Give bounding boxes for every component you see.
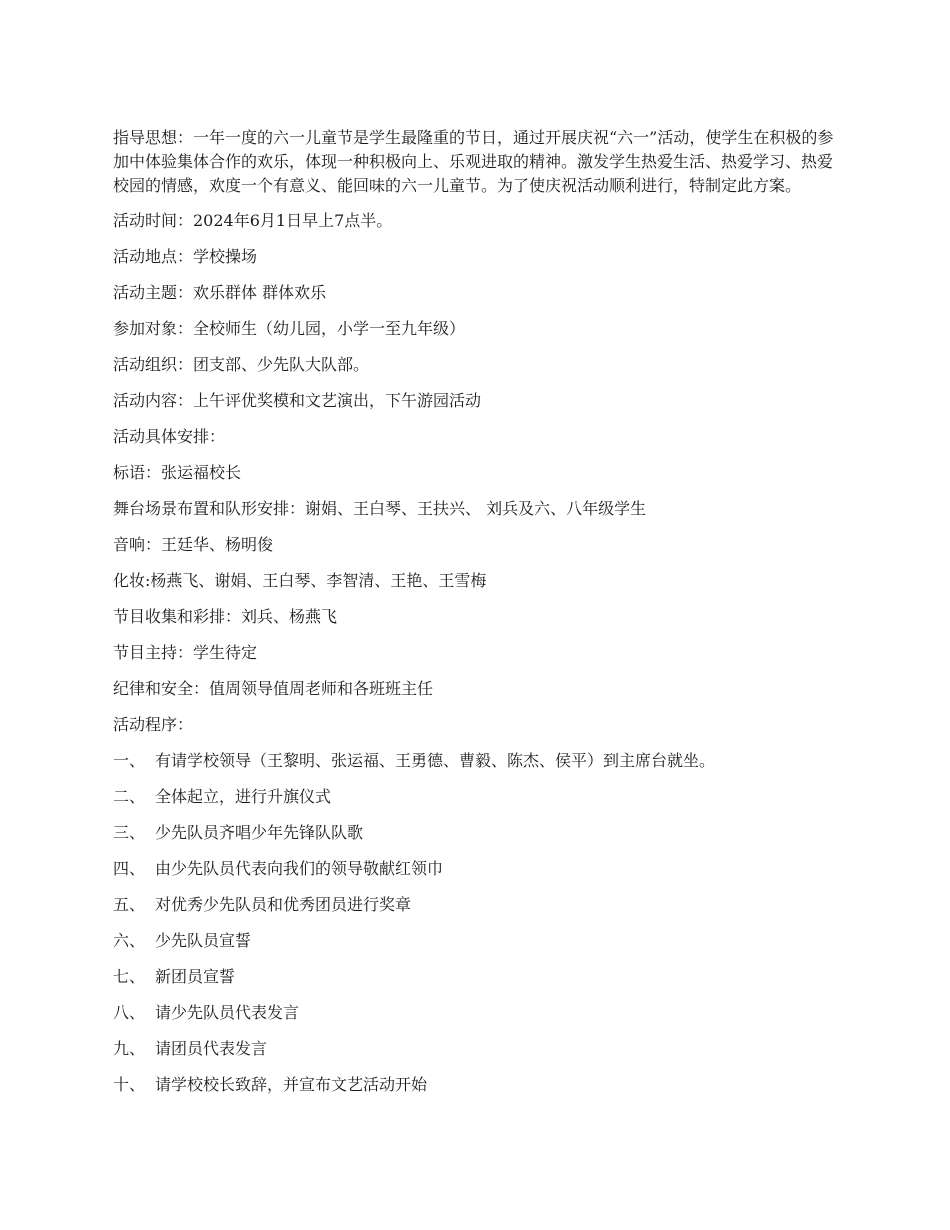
sound-assignment: 音响：王廷华、杨明俊 xyxy=(113,535,274,554)
participants: 参加对象：全校师生（幼儿园，小学一至九年级） xyxy=(113,319,466,338)
program-step xyxy=(113,893,841,917)
step-number: 七、 xyxy=(113,967,146,986)
activity-theme: 活动主题：欢乐群体 群体欢乐 xyxy=(113,283,327,302)
discipline-assignment: 纪律和安全：值周领导值周老师和各班班主任 xyxy=(113,679,434,698)
activity-time: 活动时间：2024年6月1日早上7点半。 xyxy=(113,211,393,230)
program-step xyxy=(113,749,841,773)
step-text: 少先队员宣誓 xyxy=(155,931,252,950)
step-number: 四、 xyxy=(113,859,146,878)
step-number: 九、 xyxy=(113,1039,146,1058)
step-text: 全体起立，进行升旗仪式 xyxy=(155,787,332,806)
step-text: 请团员代表发言 xyxy=(155,1039,268,1058)
host-assignment: 节目主持：学生待定 xyxy=(113,643,258,662)
activity-content: 活动内容：上午评优奖模和文艺演出，下午游园活动 xyxy=(113,391,482,410)
guiding-principle-paragraph: 指导思想：一年一度的六一儿童节是学生最隆重的节日，通过开展庆祝“六一”活动，使学生在积极的参加中体验集体合作的欢乐，体现一种积极向上、乐观进取的精神。激发学生热爱生活、热爱学习、热爱校园的情感，欢度一个有意义、能回味的六一儿童节。为了使庆祝活动顺利进行，特制定此方案。 xyxy=(113,128,834,195)
step-text: 请少先队员代表发言 xyxy=(155,1003,300,1022)
step-number: 五、 xyxy=(113,895,146,914)
step-number: 三、 xyxy=(113,823,146,842)
organizers: 活动组织：团支部、少先队大队部。 xyxy=(113,355,370,374)
program-step xyxy=(113,929,841,953)
program-step xyxy=(113,821,841,845)
arrangement-heading: 活动具体安排： xyxy=(113,427,226,446)
program-step xyxy=(113,785,841,809)
program-step xyxy=(113,1073,841,1097)
step-text: 请学校校长致辞，并宣布文艺活动开始 xyxy=(155,1075,428,1094)
stage-assignment: 舞台场景布置和队形安排：谢娟、王白琴、王扶兴、 刘兵及六、八年级学生 xyxy=(113,499,647,518)
program-step xyxy=(113,965,841,989)
step-text: 对优秀少先队员和优秀团员进行奖章 xyxy=(155,895,412,914)
step-text: 新团员宣誓 xyxy=(155,967,236,986)
program-step xyxy=(113,857,841,881)
step-text: 少先队员齐唱少年先锋队队歌 xyxy=(155,823,364,842)
step-number: 六、 xyxy=(113,931,146,950)
step-number: 八、 xyxy=(113,1003,146,1022)
program-step xyxy=(113,1037,841,1061)
makeup-assignment: 化妆:杨燕飞、谢娟、王白琴、李智清、王艳、王雪梅 xyxy=(113,571,487,590)
activity-location: 活动地点：学校操场 xyxy=(113,247,258,266)
rehearsal-assignment: 节目收集和彩排：刘兵、杨燕飞 xyxy=(113,607,338,626)
program-heading: 活动程序： xyxy=(113,715,194,734)
program-step xyxy=(113,1001,841,1025)
step-number: 十、 xyxy=(113,1075,146,1094)
step-text: 有请学校领导（王黎明、张运福、王勇德、曹毅、陈杰、侯平）到主席台就坐。 xyxy=(155,751,716,770)
step-number: 二、 xyxy=(113,787,146,806)
step-number: 一、 xyxy=(113,751,146,770)
step-text: 由少先队员代表向我们的领导敬献红领巾 xyxy=(155,859,444,878)
slogan-assignment: 标语：张运福校长 xyxy=(113,463,242,482)
document-body xyxy=(113,126,841,1109)
